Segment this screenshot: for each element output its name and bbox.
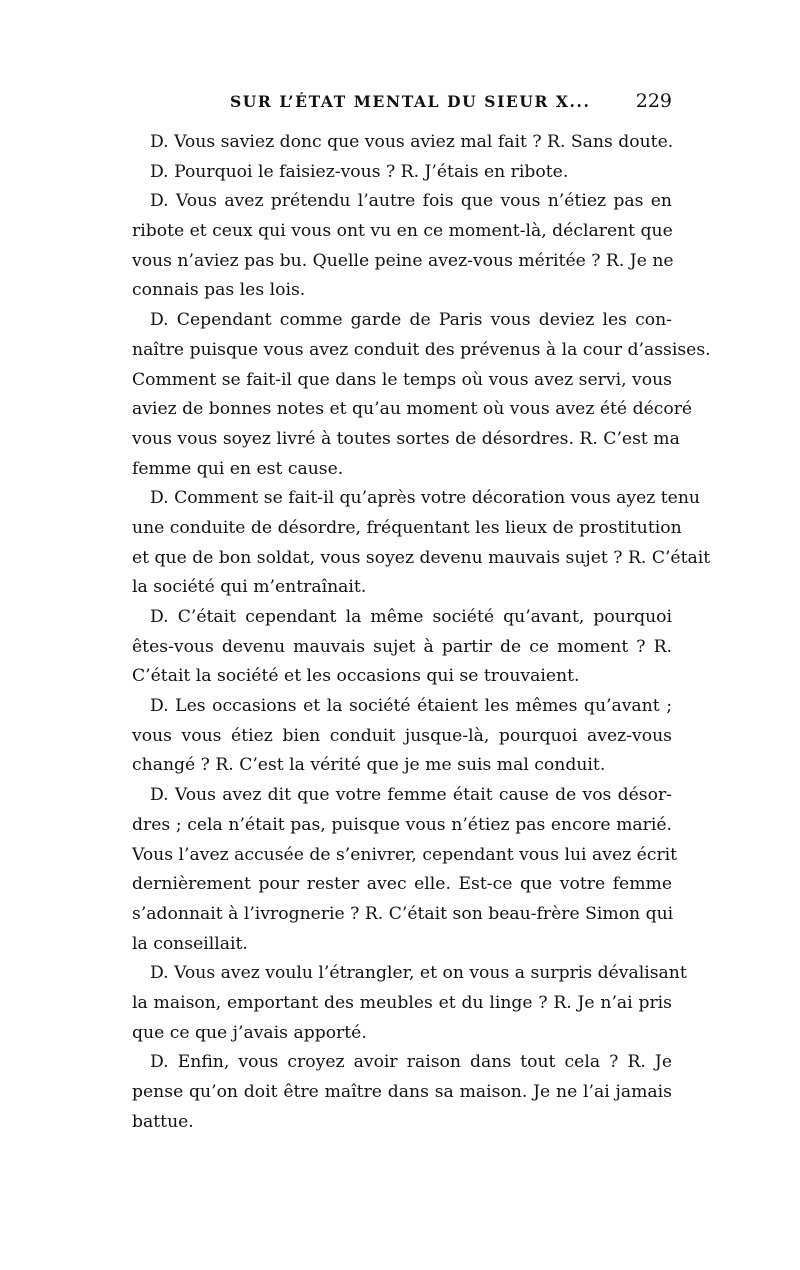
text-line: D. Vous avez dit que votre femme était cause de vos désor- <box>150 785 672 806</box>
text-line: battue. <box>132 1111 194 1132</box>
text-line: la conseillait. <box>132 933 248 954</box>
text-line: changé ? R. C’est la vérité que je me suis mal conduit. <box>132 755 606 776</box>
text-line: D. Vous avez prétendu l’autre fois que vous n’étiez pas en <box>150 191 672 212</box>
text-line: Vous l’avez accusée de s’enivrer, cependant vous lui avez écrit <box>132 844 678 865</box>
text-line: êtes-vous devenu mauvais sujet à partir de ce moment ? R. <box>132 636 672 657</box>
text-line: naître puisque vous avez conduit des prévenus à la cour d’assises. <box>132 339 711 360</box>
page-number: 229 <box>635 90 672 112</box>
text-line: une conduite de désordre, fréquentant les lieux de prostitution <box>132 517 682 538</box>
text-line: vous n’aviez pas bu. Quelle peine avez-vous méritée ? R. Je ne <box>132 250 674 271</box>
text-line: D. Cependant comme garde de Paris vous deviez les con- <box>150 310 672 331</box>
text-line: la maison, emportant des meubles et du linge ? R. Je n’ai pris <box>132 992 672 1013</box>
body-text <box>132 128 711 1137</box>
text-line: que ce que j’avais apporté. <box>132 1022 367 1043</box>
text-line: D. Comment se fait-il qu’après votre décoration vous ayez tenu <box>150 488 700 509</box>
text-line: dres ; cela n’était pas, puisque vous n’étiez pas encore marié. <box>132 814 672 835</box>
text-line: pense qu’on doit être maître dans sa maison. Je ne l’ai jamais <box>132 1082 672 1102</box>
text-line: et que de bon soldat, vous soyez devenu mauvais sujet ? R. C’était <box>132 547 711 568</box>
text-line: D. Vous avez voulu l’étrangler, et on vous a surpris dévalisant <box>150 963 687 984</box>
text-line: Comment se fait-il que dans le temps où vous avez servi, vous <box>132 369 672 390</box>
text-line: D. Vous saviez donc que vous aviez mal fait ? R. Sans doute. <box>150 132 674 152</box>
text-line: D. Enfin, vous croyez avoir raison dans tout cela ? R. Je <box>150 1052 672 1073</box>
text-line: vous vous étiez bien conduit jusque-là, pourquoi avez-vous <box>132 725 672 746</box>
text-line: D. Les occasions et la société étaient les mêmes qu’avant ; <box>150 696 672 717</box>
text-line: dernièrement pour rester avec elle. Est-ce que votre femme <box>132 874 672 895</box>
text-line: vous vous soyez livré à toutes sortes de désordres. R. C’est ma <box>132 428 680 449</box>
text-line: ribote et ceux qui vous ont vu en ce moment-là, déclarent que <box>132 221 673 242</box>
running-title: SUR L’ÉTAT MENTAL DU SIEUR X... <box>230 92 591 111</box>
text-line: C’était la société et les occasions qui se trouvaient. <box>132 666 580 687</box>
page-header <box>132 92 672 118</box>
text-line: s’adonnait à l’ivrognerie ? R. C’était son beau-frère Simon qui <box>132 903 674 924</box>
text-line: aviez de bonnes notes et qu’au moment où vous avez été décoré <box>132 399 693 420</box>
text-line: la société qui m’entraînait. <box>132 577 367 598</box>
text-line: D. C’était cependant la même société qu’avant, pourquoi <box>150 607 672 627</box>
text-line: D. Pourquoi le faisiez-vous ? R. J’étais en ribote. <box>150 161 569 182</box>
text-line: femme qui en est cause. <box>132 458 344 479</box>
text-line: connais pas les lois. <box>132 280 306 301</box>
